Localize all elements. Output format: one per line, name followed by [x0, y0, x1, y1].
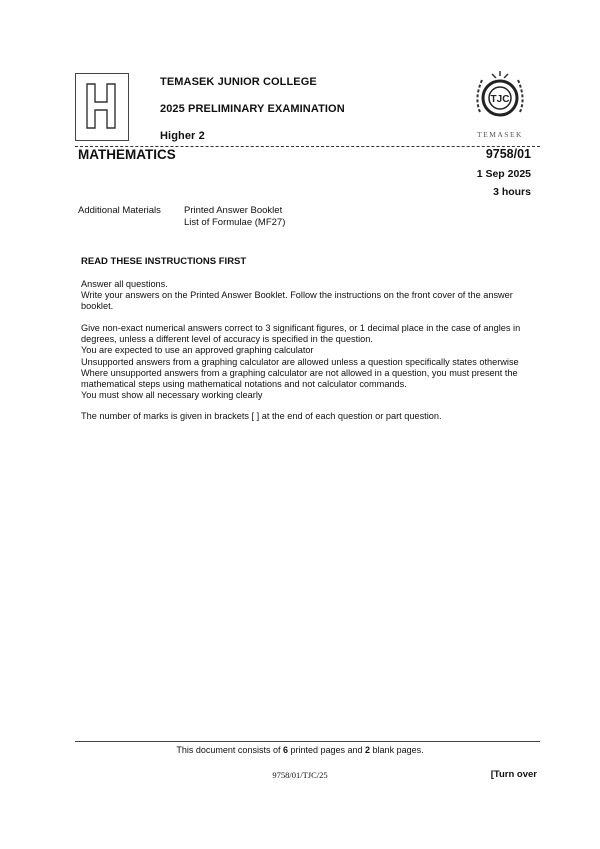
- printed-page-count: 6: [282, 745, 288, 755]
- college-name: TEMASEK JUNIOR COLLEGE: [160, 76, 317, 88]
- subject-title: MATHEMATICS: [78, 147, 176, 162]
- instruction-line: You must show all necessary working clearly: [81, 390, 263, 401]
- instructions-heading: READ THESE INSTRUCTIONS FIRST: [81, 256, 247, 267]
- college-crest: [470, 68, 530, 140]
- materials-item: List of Formulae (MF27): [184, 217, 286, 228]
- college-logo-box: [75, 73, 129, 141]
- paper-code: 9758/01: [485, 147, 531, 161]
- page-count-note: This document consists of 6 printed pages and 2 blank pages.: [176, 745, 424, 755]
- turn-over: [Turn over: [490, 769, 537, 780]
- instruction-line: Answer all questions.: [81, 279, 168, 289]
- instructions-block-1: [81, 279, 541, 313]
- exam-duration: 3 hours: [493, 186, 531, 198]
- blank-page-count: 2: [365, 745, 371, 755]
- instruction-line: Where unsupported answers from a graphing calculator are not allowed in a question, you must present the mathematical steps using mathematical notations and not calculator commands.: [81, 367, 518, 390]
- marks-note: The number of marks is given in brackets [ ] at the end of each question or part question.: [81, 411, 442, 421]
- h-logo-icon: [85, 82, 117, 130]
- crest-text: TEMASEK: [477, 130, 523, 139]
- instructions-block-2: [81, 323, 541, 401]
- instruction-line: Write your answers on the Printed Answer Booklet. Follow the instructions on the front cover of the answer booklet.: [81, 290, 513, 312]
- instruction-line: Give non-exact numerical answers correct to 3 significant figures, or 1 decimal place in the case of angles in degrees, unless a different level of accuracy is specified in the question.: [81, 323, 521, 345]
- footer-rule: [75, 741, 540, 742]
- document-code: 9758/01/TJC/25: [272, 770, 328, 780]
- laurel-crest-icon: [470, 68, 530, 126]
- instruction-line: Unsupported answers from a graphing calculator are allowed unless a question specifically states otherwise: [81, 356, 519, 367]
- svg-text:TJC: TJC: [490, 94, 510, 105]
- materials-label: Additional Materials: [78, 205, 161, 216]
- exam-date: 1 Sep 2025: [476, 168, 531, 180]
- instruction-line: You are expected to use an approved graphing calculator: [81, 345, 314, 356]
- exam-level: Higher 2: [160, 130, 205, 142]
- materials-item: Printed Answer Booklet: [184, 205, 283, 216]
- exam-title: 2025 PRELIMINARY EXAMINATION: [160, 103, 345, 115]
